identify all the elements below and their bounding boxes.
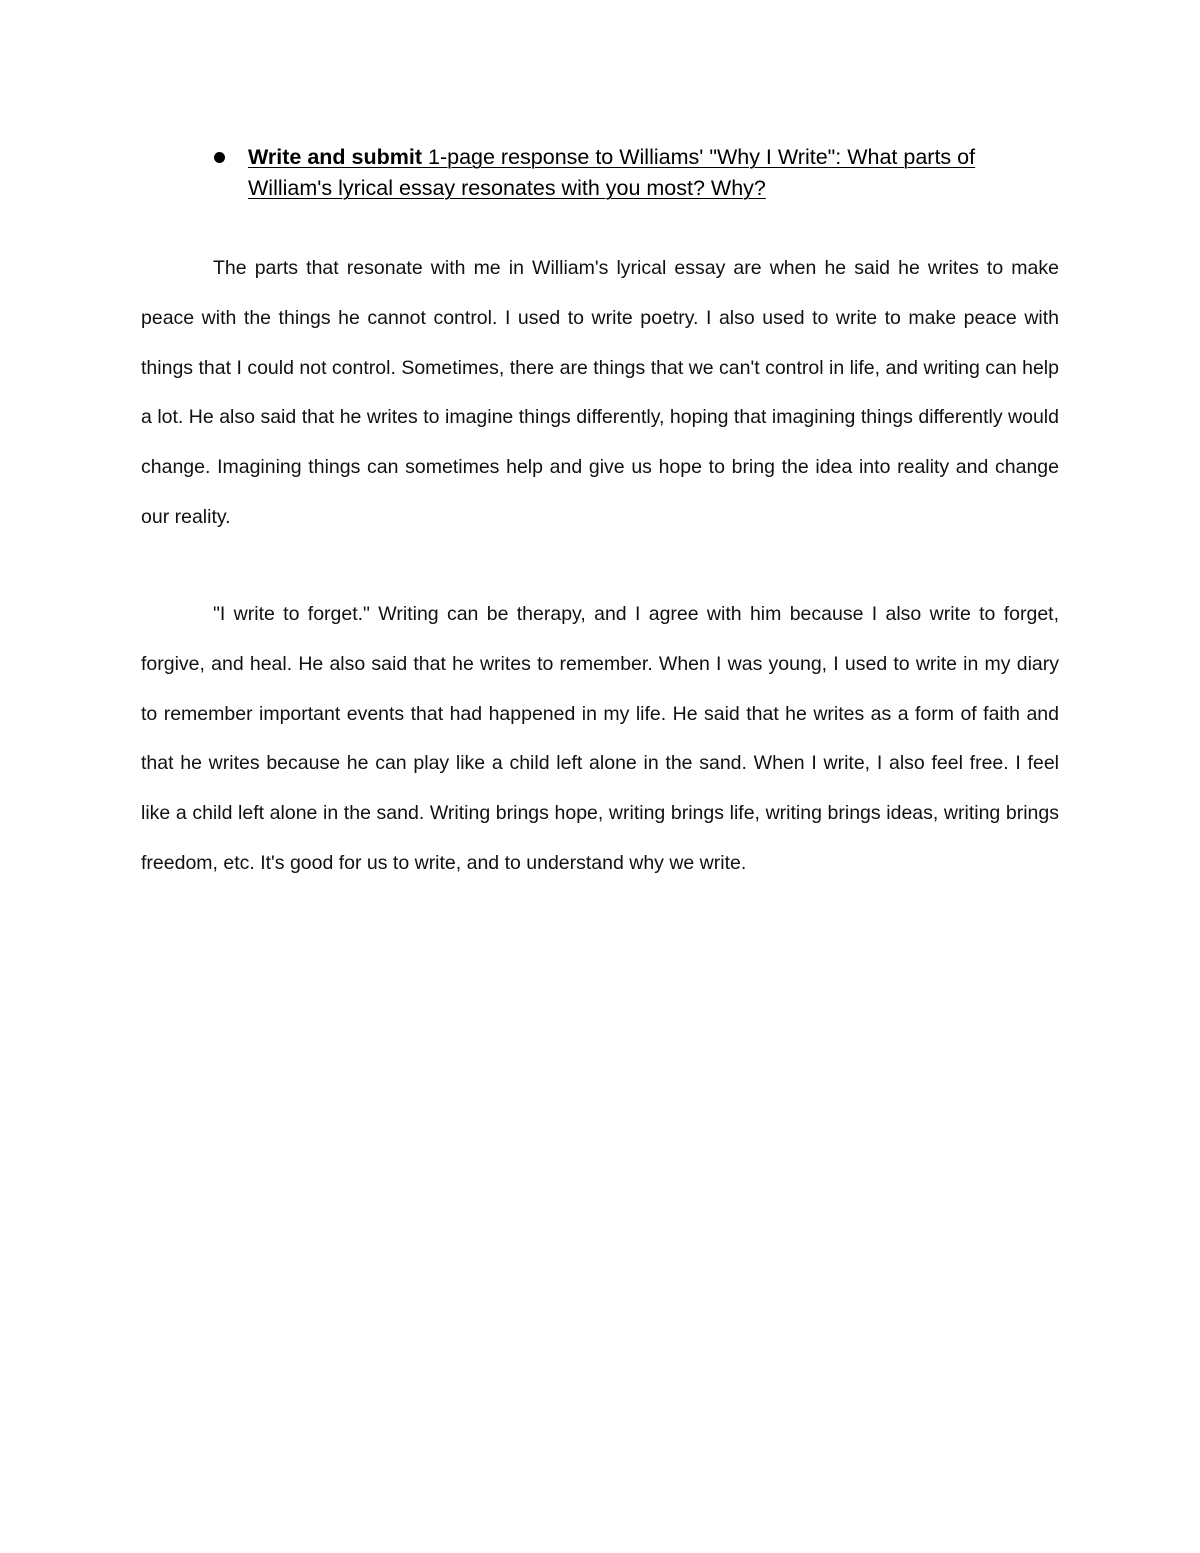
assignment-prompt-lead: Write and submit (248, 145, 423, 169)
bullet-icon (214, 152, 225, 163)
assignment-prompt (248, 142, 1060, 204)
essay-paragraph-2: "I write to forget." Writing can be therapy, and I agree with him because I also write to forget, forgive, and heal. He also said that he writes to remember. When I was young, I used to write in my diary to remember important events that had happened in my life. He said that he writes as a form of faith and that he writes because he can play like a child left alone in the sand. When I write, I also feel free. I feel like a child left alone in the sand. Writing brings hope, writing brings life, writing brings ideas, writing brings freedom, etc. It's good for us to write, and to understand why we write. (141, 603, 1059, 874)
assignment-prompt-rest: 1-page response to Williams' "Why I Write": What parts of William's lyrical essay resonates with you most? Why? (248, 145, 976, 200)
essay-paragraph-1: The parts that resonate with me in William's lyrical essay are when he said he writes to make peace with the things he cannot control. I used to write poetry. I also used to write to make peace with things that I could not control. Sometimes, there are things that we can't control in life, and writing can help a lot. He also said that he writes to imagine things differently, hoping that imagining things differently would change. Imagining things can sometimes help and give us hope to bring the idea into reality and change our reality. (141, 257, 1059, 528)
